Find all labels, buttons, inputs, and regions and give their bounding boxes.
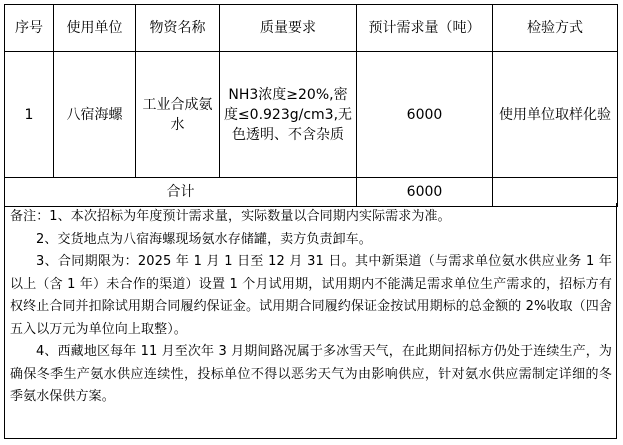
requirements-table [4, 4, 618, 207]
header-unit: 使用单位 [54, 5, 136, 52]
cell-inspection: 使用单位取样化验 [493, 52, 618, 178]
table-header-row [5, 5, 618, 52]
header-no: 序号 [5, 5, 54, 52]
cell-unit: 八宿海螺 [54, 52, 136, 178]
cell-quality: NH3浓度≥20%,密度≤0.923g/cm3,无色透明、不含杂质 [220, 52, 357, 178]
note-4: 4、西藏地区每年 11 月至次年 3 月期间路况属于多冰雪天气，在此期间招标方仍处于连续生产，为确保冬季生产氨水供应连续性，投标单位不得以恶劣天气为由影响供应，针对氨水供应需制定详细的冬季氨水保供方案。 [10, 344, 612, 404]
total-quantity: 6000 [357, 178, 493, 207]
notes-section [4, 203, 617, 439]
header-material: 物资名称 [136, 5, 220, 52]
cell-quantity: 6000 [357, 52, 493, 178]
header-inspection: 检验方式 [493, 5, 618, 52]
table-row [5, 52, 618, 178]
note-3: 3、合同期限为：2025 年 1 月 1 日至 12 月 31 日。其中新渠道（与需求单位氨水供应业务 1 年以上（含 1 年）未合作的渠道）设置 1 个月试用期，试用期内不能满足需求单位生产需求的，招标方有权终止合同并扣除试用期合同履约保证金。试用期合同履约保证金按试用期标的总金额的 2%收取（四舍五入以万元为单位向上取整）。 [10, 254, 612, 337]
note-1: 备注：1、本次招标为年度预计需求量，实际数量以合同期内实际需求为准。 [10, 209, 451, 224]
cell-material: 工业合成氨水 [136, 52, 220, 178]
cell-no: 1 [5, 52, 54, 178]
total-label: 合计 [5, 178, 357, 207]
header-quantity: 预计需求量（吨） [357, 5, 493, 52]
header-quality: 质量要求 [220, 5, 357, 52]
note-2: 2、交货地点为八宿海螺现场氨水存储罐，卖方负责卸车。 [36, 231, 372, 247]
